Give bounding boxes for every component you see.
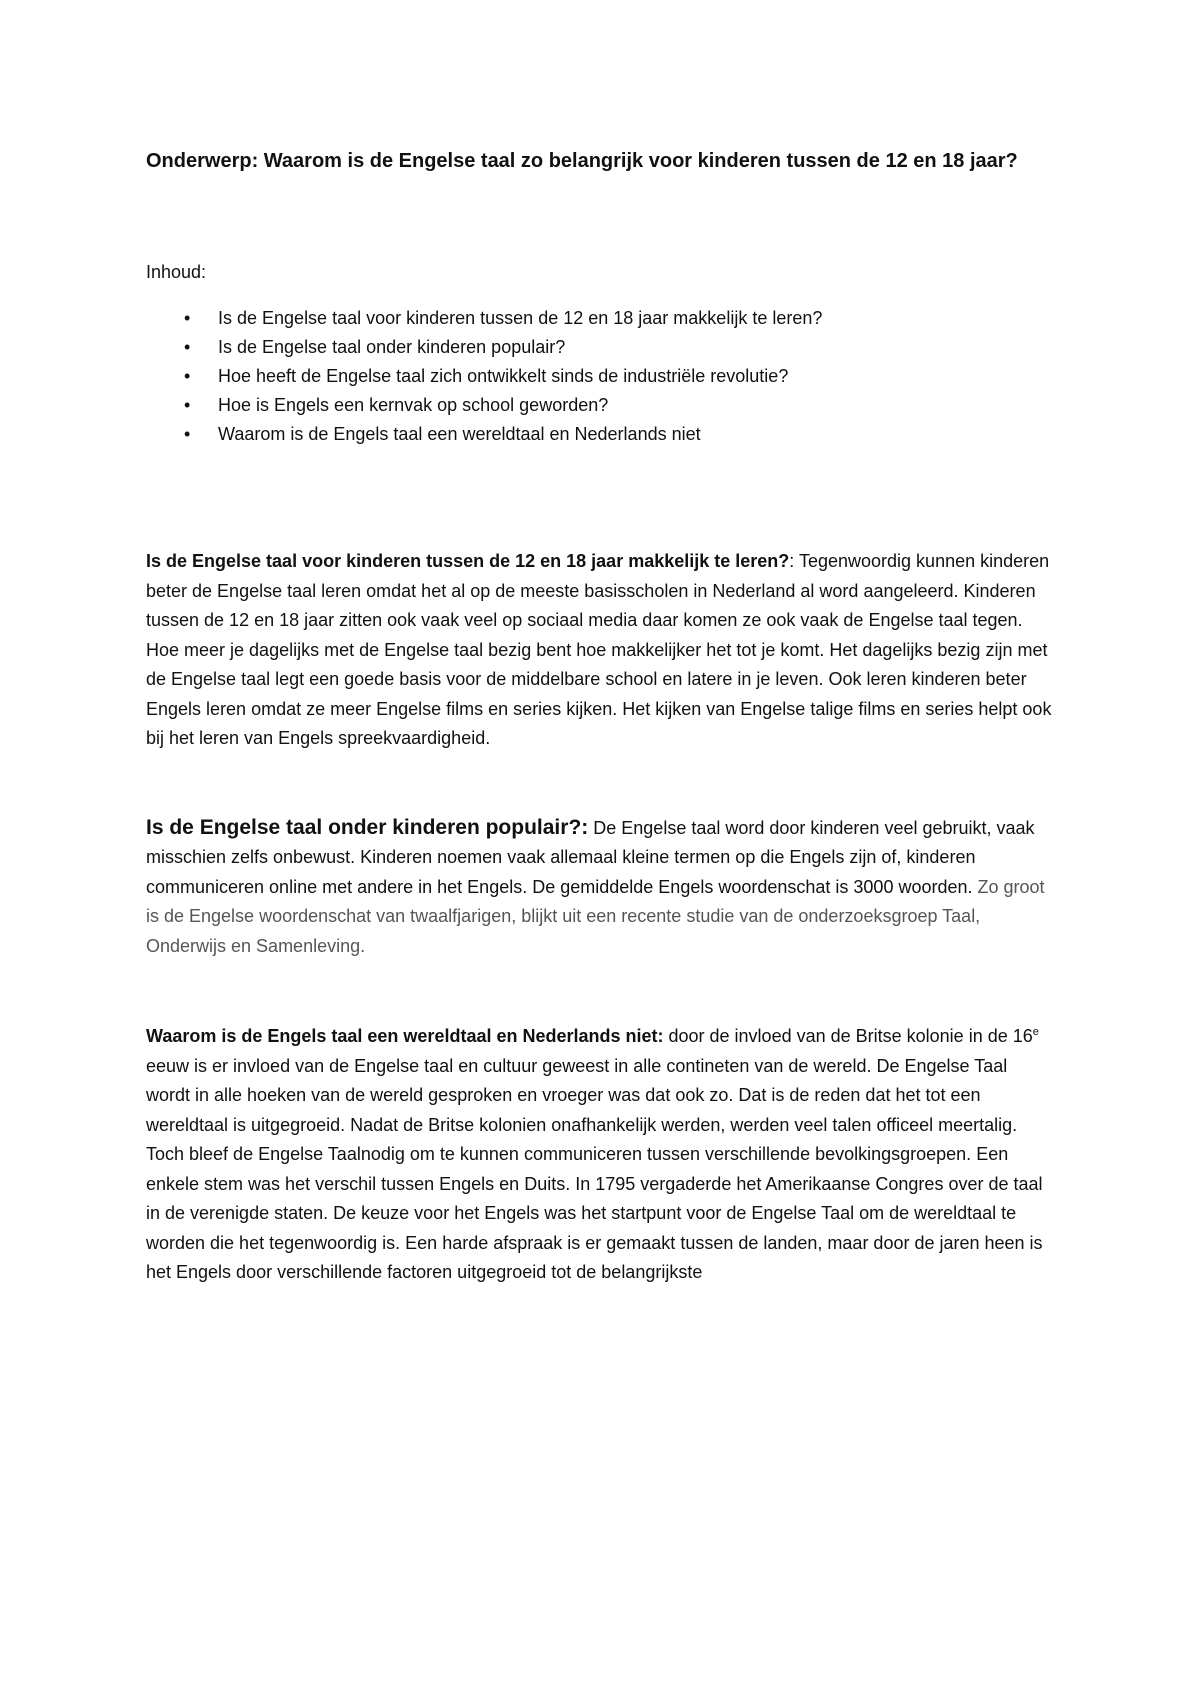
section-heading: Is de Engelse taal onder kinderen populair?: — [146, 815, 589, 839]
section-popular — [146, 813, 1056, 962]
toc-label: Inhoud: — [146, 262, 207, 282]
toc-item-text: Waarom is de Engels taal een wereldtaal en Nederlands niet — [218, 424, 701, 444]
section-easy-to-learn — [146, 547, 1056, 754]
toc-item — [146, 333, 1056, 362]
bullet-icon: • — [184, 424, 191, 444]
section-world-language — [146, 1022, 1056, 1288]
section-body: : Tegenwoordig kunnen kinderen beter de Engelse taal leren omdat het al op de meeste basisscholen in Nederland al word aangeleerd. Kinderen tussen de 12 en 18 jaar zitten ook vaak veel op sociaal media daar komen ze ook vaak de Engelse taal tegen. Hoe meer je dagelijks met de Engelse taal bezig bent hoe makkelijker het tot je komt. Het dagelijks bezig zijn met de Engelse taal legt een goede basis voor de middelbare school en latere in je leven. Ook leren kinderen beter Engels leren omdat ze meer Engelse films en series kijken. Het kijken van Engelse talige films en series helpt ook bij het leren van Engels spreekvaardigheid. — [146, 551, 1052, 748]
toc-item-text: Is de Engelse taal voor kinderen tussen de 12 en 18 jaar makkelijk te leren? — [218, 308, 823, 328]
section-heading: Is de Engelse taal voor kinderen tussen de 12 en 18 jaar makkelijk te leren? — [146, 551, 790, 571]
section-body: door de invloed van de Britse kolonie in de 16 — [663, 1026, 1033, 1046]
section-body-continued: eeuw is er invloed van de Engelse taal en cultuur geweest in alle contineten van de wereld. De Engelse Taal wordt in alle hoeken van de wereld gesproken en vroeger was dat ook zo. Dat is de reden dat het tot een wereldtaal is uitgegroeid. Nadat de Britse kolonien onafhankelijk werden, werden veel talen officeel meertalig. Toch bleef de Engelse Taalnodig om te kunnen communiceren tussen verschillende bevolkingsgroepen. Een enkele stem was het verschil tussen Engels en Duits. In 1795 vergaderde het Amerikaanse Congres over de taal in de verenigde staten. De keuze voor het Engels was het startpunt voor de Engelse Taal om de wereldtaal te worden die het tegenwoordig is. Een harde afspraak is er gemaakt tussen de landen, maar door de jaren heen is het Engels door verschillende factoren uitgegroeid tot de belangrijkste — [146, 1055, 1043, 1282]
section-body: De Engelse taal word door kinderen veel gebruikt, vaak misschien zelfs onbewust. Kinderen noemen vaak allemaal kleine termen op die Engels zijn of, kinderen communiceren online met andere in het Engels. De gemiddelde Engels woordenschat is 3000 woorden. — [146, 817, 1035, 897]
toc-item — [146, 304, 1056, 333]
toc-item-text: Hoe heeft de Engelse taal zich ontwikkelt sinds de industriële revolutie? — [218, 366, 789, 386]
toc-item-text: Is de Engelse taal onder kinderen populair? — [218, 337, 566, 357]
bullet-icon: • — [184, 337, 191, 357]
toc-list — [146, 304, 1056, 449]
bullet-icon: • — [184, 308, 191, 328]
superscript: e — [1032, 1026, 1039, 1038]
document-title: Onderwerp: Waarom is de Engelse taal zo belangrijk voor kinderen tussen de 12 en 18 jaar? — [146, 150, 1018, 172]
toc-item — [146, 420, 1056, 449]
toc-item — [146, 362, 1056, 391]
section-body-quote: Zo groot is de Engelse woordenschat van twaalfjarigen, blijkt uit een recente studie van de onderzoeksgroep Taal, Onderwijs en Samenleving. — [146, 876, 1045, 956]
document-content — [146, 146, 1056, 1288]
bullet-icon: • — [184, 366, 191, 386]
toc-item-text: Hoe is Engels een kernvak op school geworden? — [218, 395, 609, 415]
toc-item — [146, 391, 1056, 420]
section-heading: Waarom is de Engels taal een wereldtaal en Nederlands niet: — [146, 1026, 664, 1046]
bullet-icon: • — [184, 395, 191, 415]
